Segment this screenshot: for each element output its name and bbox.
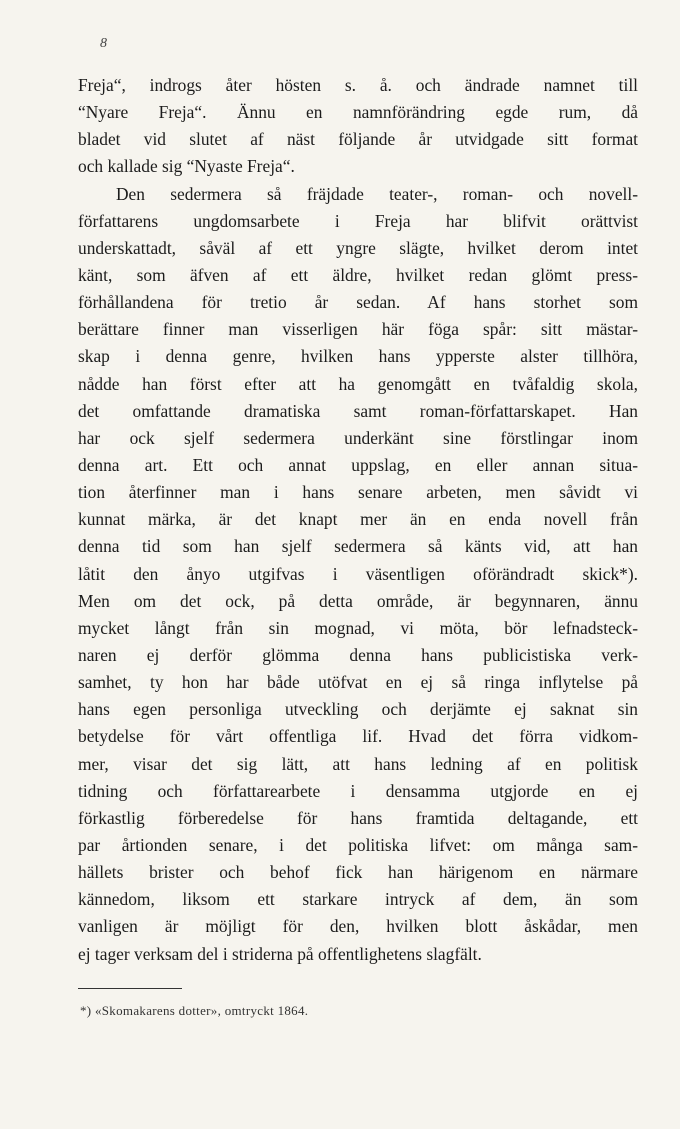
- text-line: mer, visar det sig lätt, att hans ledning af en politisk: [78, 753, 638, 774]
- text-line: tidning och författarearbete i densamma utgjorde en ej: [78, 780, 638, 801]
- text-line: hans egen personliga utveckling och derjämte ej saknat sin: [78, 699, 638, 720]
- text-line: låtit den ånyo utgifvas i väsentligen oförändradt skick*).: [78, 563, 638, 584]
- text-line: kunnat märka, är det knapt mer än en enda novell från: [78, 509, 638, 530]
- text-line: par årtionden senare, i det politiska lifvet: om många sam-: [78, 834, 638, 855]
- text-line: samhet, ty hon har både utöfvat en ej så ringa inflytelse på: [78, 672, 638, 693]
- text-line: och kallade sig “Nyaste Freja“.: [78, 156, 295, 177]
- text-line: bladet vid slutet af näst följande år utvidgade sitt format: [78, 129, 638, 150]
- text-line: mycket långt från sin mognad, vi möta, bör lefnadsteck-: [78, 617, 638, 638]
- text-line: förkastlig förberedelse för hans framtida deltagande, ett: [78, 807, 638, 828]
- text-line: Men om det ock, på detta område, är begynnaren, ännu: [78, 590, 638, 611]
- page-number: 8: [100, 36, 107, 51]
- text-line: “Nyare Freja“. Ännu en namnförändring egde rum, då: [78, 102, 638, 123]
- text-line: denna tid som han sjelf sedermera så känts vid, att han: [78, 536, 638, 557]
- body-text: [78, 72, 638, 968]
- text-line: förhållandena för tretio år sedan. Af hans storhet som: [78, 292, 638, 313]
- text-line: berättare finner man visserligen här föga spår: sitt mästar-: [78, 319, 638, 340]
- text-line: skap i denna genre, hvilken hans ypperste alster tillhöra,: [78, 346, 638, 367]
- text-line: har ock sjelf sedermera underkänt sine förstlingar inom: [78, 427, 638, 448]
- text-line: Den sedermera så fräjdade teater-, roman- och novell-: [116, 183, 638, 204]
- text-line: det omfattande dramatiska samt roman-författarskapet. Han: [78, 400, 638, 421]
- text-line: nådde han först efter att ha genomgått en tvåfaldig skola,: [78, 373, 638, 394]
- text-line: vanligen är möjligt för den, hvilken blott åskådar, men: [78, 916, 638, 937]
- text-line: betydelse för vårt offentliga lif. Hvad det förra vidkom-: [78, 726, 638, 747]
- text-line: underskattadt, såväl af ett yngre slägte, hvilket derom intet: [78, 237, 638, 258]
- footnote: *) «Skomakarens dotter», omtryckt 1864.: [80, 1003, 309, 1018]
- text-line: kännedom, liksom ett starkare intryck af dem, än som: [78, 889, 638, 910]
- text-line: hällets brister och behof fick han härigenom en närmare: [78, 862, 638, 883]
- footnote-divider: [78, 988, 182, 989]
- text-line: tion återfinner man i hans senare arbeten, men såvidt vi: [78, 482, 638, 503]
- text-line: Freja“, indrogs åter hösten s. å. och ändrade namnet till: [78, 75, 638, 95]
- text-line: författarens ungdomsarbete i Freja har blifvit orättvist: [78, 210, 638, 231]
- text-line: ej tager verksam del i striderna på offentlighetens slagfält.: [78, 943, 482, 964]
- text-line: denna art. Ett och annat uppslag, en eller annan situa-: [78, 454, 638, 475]
- text-line: naren ej derför glömma denna hans publicistiska verk-: [78, 644, 638, 665]
- text-line: känt, som äfven af ett äldre, hvilket redan glömt press-: [78, 264, 638, 285]
